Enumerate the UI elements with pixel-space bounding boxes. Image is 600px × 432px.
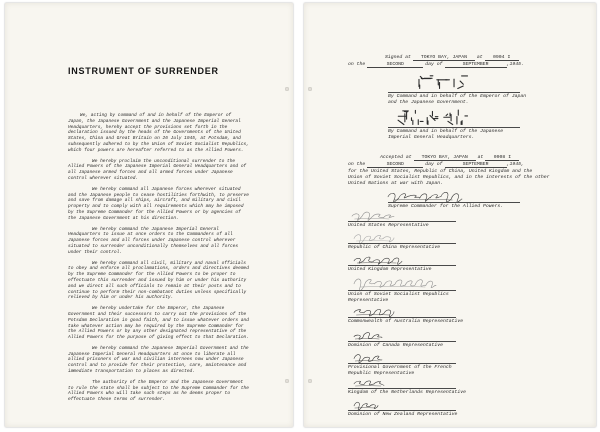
caption-line: United States Representative: [348, 222, 429, 228]
signature-stroke: [354, 402, 378, 410]
signature-line: [388, 92, 520, 93]
signature-line: [388, 127, 520, 128]
caption-line: United Kingdom Representative: [348, 266, 432, 272]
paragraph: We hereby command all civil, military and naval officials to obey and enforce all proclamations, orders and directives deemed by the Supreme Commander for the Allied Powers to be proper to effectuate this surrender and issued by him or under his authority and we direct all such officials to remain at their posts and to continue to perform their non-combatant duties unless specifically relieved by him or under his authority.: [68, 260, 249, 301]
signature-stroke: [355, 339, 379, 340]
paragraph: We hereby undertake for the Emperor, the Japanese Government and their successors to carry out the provisions of the Potsdam Declaration in good faith, and to issue whatever orders and take whatever action may be required by the Supreme Commander for the Allied Powers or by any other designated representative of the Allied Powers for the purpose of giving effect to that Declaration.: [68, 306, 249, 341]
signature-australia: [352, 306, 396, 316]
signature-france: [352, 352, 384, 362]
punch-hole: [285, 87, 289, 91]
representative-caption: [348, 412, 457, 418]
caption-line: and the Japanese Government.: [388, 100, 469, 106]
signature-netherlands: [352, 378, 386, 387]
signature-stroke: [458, 86, 463, 88]
signature-united-states: [350, 209, 396, 220]
caption-line: Republic Representative: [348, 370, 415, 376]
signed-on-the: on the: [348, 61, 366, 67]
signed-year: ,1945.: [506, 61, 524, 67]
paragraph: We hereby command the Japanese Imperial General Headquarters to issue at once orders to the Commanders of all Japanese forces and all forces under Japanese control wherever situated to surrender unconditionally themselves and all forces under their control.: [68, 226, 239, 255]
punch-hole: [308, 379, 312, 383]
signature-stroke: [446, 114, 448, 116]
signature-stroke: [354, 309, 394, 316]
signature-stroke: [354, 257, 402, 264]
japan-government-caption: [388, 94, 526, 107]
caption-line: Imperial General Headquarters.: [388, 135, 475, 141]
paragraph: We hereby command the Japanese Imperial Government and the Japanese Imperial General Headquarters at once to liberate all allied prisoners of war and civilian internees now under Japanese control and to provide for their protection, care, maintenance and immediate transportation to places as directed.: [68, 345, 249, 375]
accepted-month: SEPTEMBER: [445, 162, 507, 169]
punch-hole: [308, 87, 312, 91]
signature-line: [388, 202, 520, 203]
signature-republic-of-china: [352, 232, 396, 242]
accepted-year: ,1945,: [506, 161, 524, 167]
document-title: INSTRUMENT OF SURRENDER: [68, 66, 219, 76]
japan-headquarters-caption: [388, 129, 503, 142]
signature-stroke: [356, 315, 389, 316]
representative-caption: [348, 267, 431, 273]
caption-line: Supreme Commander for the Allied Powers.: [388, 203, 504, 209]
paragraph: We, acting by command of and in behalf of the Emperor of Japan, the Japanese Government and the Japanese Imperial General Headquarters, hereby accept the provisions set forth in the declaration issued by the heads of the Governments of the United States, China and Great Britain on 26 July 1945, at Potsdam, and subsequently adhered to by the Union of Soviet Socialist Republics, which four powers are hereafter referred to as the Allied Powers.: [68, 113, 249, 153]
caption-line: Union of Soviet Socialist Republics: [348, 291, 449, 297]
signature-stroke: [460, 81, 463, 84]
signature-stroke: [354, 355, 382, 363]
signature-stroke: [355, 361, 379, 362]
caption-line: Dominion of New Zealand Representative: [348, 411, 458, 417]
signature-new-zealand: [352, 400, 380, 409]
representative-caption: [348, 390, 466, 396]
signed-day-of: day of: [425, 61, 443, 67]
signature-stroke: [361, 286, 426, 287]
representative-caption: [348, 319, 463, 325]
caption-line: Kingdom of the Netherlands Representative: [348, 389, 467, 395]
caption-line: Provisional Government of the French: [348, 364, 452, 370]
signature-japan-government: [416, 74, 468, 89]
signed-place: TOKYO BAY, JAPAN: [413, 55, 475, 62]
supreme-commander-caption: [388, 204, 503, 210]
signature-canada: [352, 330, 384, 340]
signature-stroke: [352, 212, 394, 220]
punch-hole: [285, 379, 289, 383]
caption-line: Republic of China Representative: [348, 244, 441, 250]
accepted-day: SECOND: [367, 162, 423, 169]
representative-caption: [348, 343, 443, 349]
accepted-day-of: day of: [425, 161, 443, 167]
signature-stroke: [356, 241, 389, 242]
signature-stroke: [448, 121, 453, 124]
signed-month: SEPTEMBER: [445, 62, 507, 69]
caption-line: Commonwealth of Australia Representative: [348, 318, 464, 324]
document-body: [68, 113, 250, 408]
signature-stroke: [354, 333, 382, 340]
paragraph: We hereby command all Japanese forces wherever situated and the Japanese people to cease hostilities forthwith, to preserve and save from damage all ships, aircraft, and military and civil property and to comply with all requirements which may be imposed by the Supreme Commander for the Allied Powers or by agencies of the Japanese Government at his direction.: [68, 186, 249, 221]
caption-line: Representative: [348, 297, 389, 303]
representative-caption: [348, 292, 449, 305]
caption-line: By Command and in behalf of the Japanese: [388, 129, 504, 134]
accepted-prefix: Accepted at: [380, 154, 412, 160]
signature-united-kingdom: [352, 255, 404, 264]
statement-line: United Nations at war with Japan.: [348, 181, 443, 187]
accepted-on-the: on the: [348, 161, 366, 167]
caption-line: By Command and in behalf of the Emperor of Japan: [388, 94, 527, 99]
accepted-date-line: [348, 162, 524, 169]
signed-time: 0904 I: [485, 55, 519, 62]
accepted-place: TOKYO BAY, JAPAN: [414, 155, 476, 162]
signed-line: [385, 55, 521, 62]
signed-date-line: [348, 62, 524, 69]
accepted-at-label: at: [477, 154, 484, 160]
representative-caption: [348, 223, 429, 229]
statement-line: for the United States, Republic of China, United Kingdom and the: [348, 168, 533, 174]
accepted-line: [380, 155, 521, 162]
signature-stroke: [394, 199, 453, 200]
paragraph: The authority of the Emperor and the Japanese Government to rule the state shall be subject to the Supreme Commander for the Allied Powers who will take such steps as he deems proper to effectuate these terms of surrender.: [68, 379, 249, 403]
representative-caption: [348, 245, 440, 251]
representative-caption: [348, 365, 452, 378]
left-page: [5, 3, 293, 427]
signature-supreme-commander: [386, 189, 464, 201]
caption-line: Dominion of Canada Representative: [348, 342, 443, 348]
signed-prefix: Signed at: [385, 54, 411, 60]
signature-japan-headquarters: [394, 109, 468, 125]
accepted-statement: [348, 169, 550, 188]
accepted-time: 0908 I: [485, 155, 519, 162]
signature-stroke: [398, 120, 404, 124]
signed-day: SECOND: [367, 62, 423, 69]
signature-stroke: [354, 381, 384, 386]
right-page: [304, 3, 596, 427]
signed-at-label: at: [476, 54, 483, 60]
statement-line: Union of Soviet Socialist Republics, and in the interests of the other: [348, 174, 550, 180]
signature-soviet-union: [352, 276, 438, 288]
paragraph: We hereby proclaim the unconditional surrender to the Allied Powers of the Japanese Imperial General Headquarters and of all Japanese armed forces and all armed forces under Japanese control wherever situated.: [68, 158, 247, 181]
